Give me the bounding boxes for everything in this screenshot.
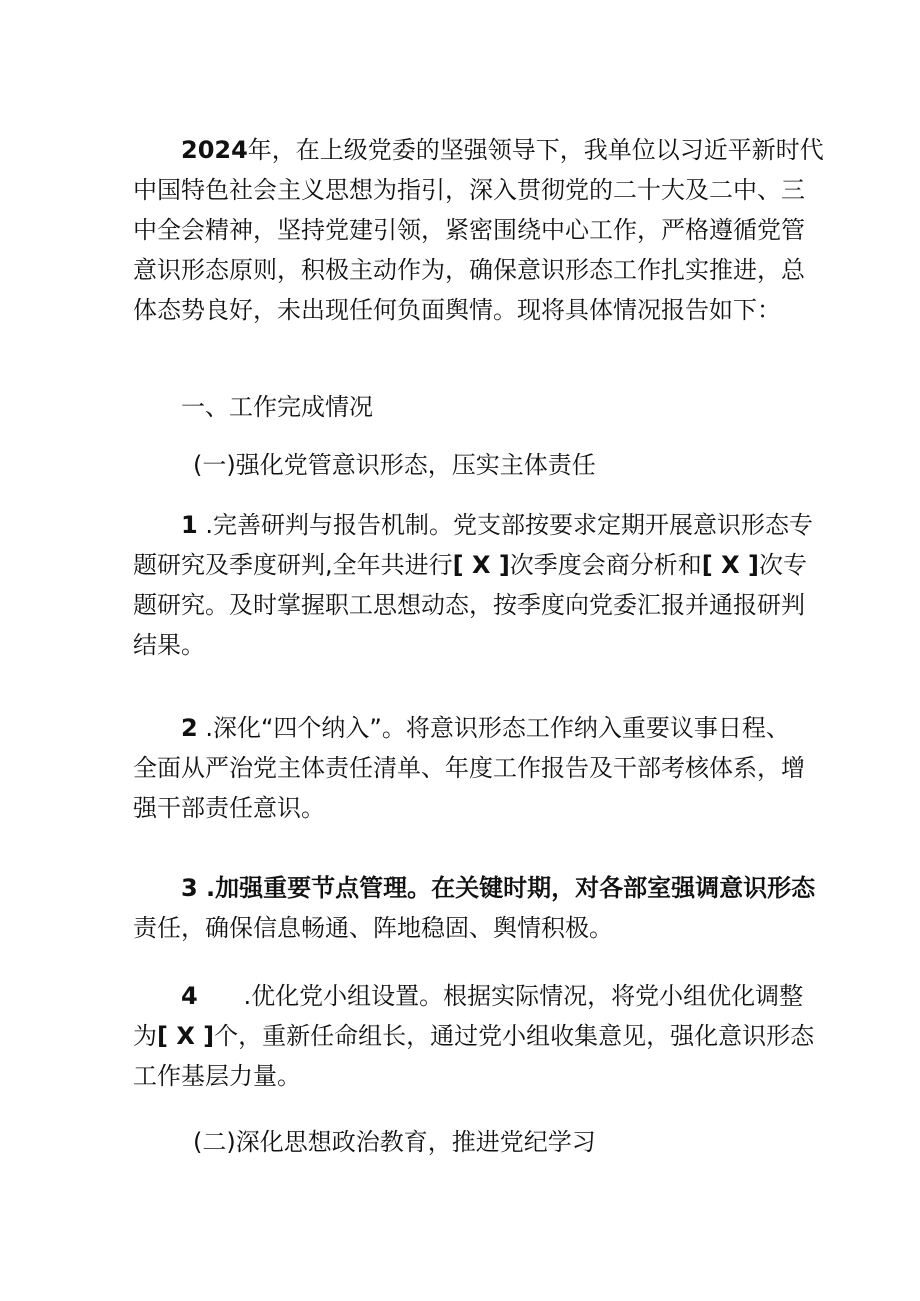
intro-line: 中国特色社会主义思想为指引，深入贯彻党的二十大及二中、三 <box>133 176 805 204</box>
intro-paragraph <box>133 130 824 330</box>
list-item: 3 .加强重要节点管理。在关键时期，对各部室强调意识形态 责任，确保信息畅通、阵地稳固、舆情积极。 <box>133 874 816 942</box>
list-item: 1 .完善研判与报告机制。党支部按要求定期开展意识形态专 题研究及季度研判,全年共进行[ X ]次季度会商分析和[ X ]次专 题研究。及时掌握职工思想动态，按季度向党委汇报并通报研判 结果。 <box>133 511 813 659</box>
intro-line: 体态势良好，未出现任何负面舆情。现将具体情况报告如下： <box>133 296 781 324</box>
list-item: 4 .优化党小组设置。根据实际情况，将党小组优化调整 为[ X ]个，重新任命组长，通过党小组收集意见，强化意识形态 工作基层力量。 <box>133 982 815 1090</box>
subsection-heading: (二)深化思想政治教育，推进党纪学习 <box>193 1128 596 1156</box>
intro-line: 中全会精神，坚持党建引领，紧密围绕中心工作，严格遵循党管 <box>133 216 805 244</box>
list-item: 2 .深化“四个纳入”。将意识形态工作纳入重要议事日程、 全面从严治党主体责任清单、年度工作报告及干部考核体系，增 强干部责任意识。 <box>133 714 805 822</box>
intro-line: 2024年，在上级党委的坚强领导下，我单位以习近平新时代 <box>181 136 824 164</box>
section-heading: 一、工作完成情况 <box>181 393 373 421</box>
subsection-heading: (一)强化党管意识形态，压实主体责任 <box>193 451 596 479</box>
intro-line: 意识形态原则，积极主动作为，确保意识形态工作扎实推进，总 <box>133 256 805 284</box>
